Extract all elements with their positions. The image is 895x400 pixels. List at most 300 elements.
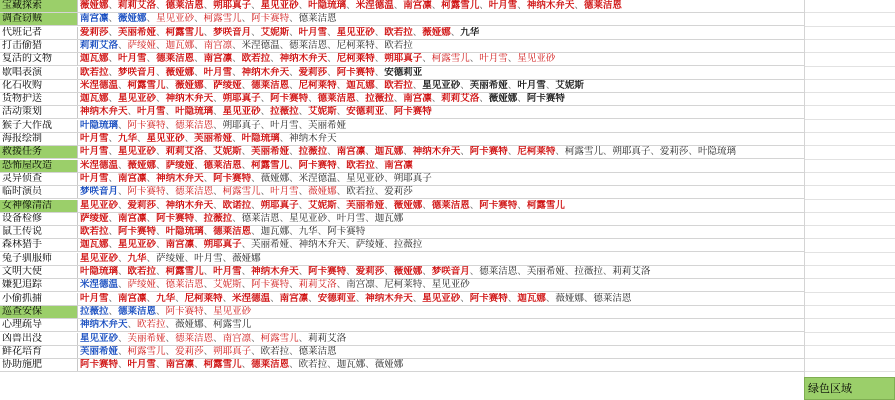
character-name: 尼柯莱特 [517,146,556,158]
task-name-cell[interactable]: 临时演员 [0,186,78,198]
name-separator: 、 [194,53,204,65]
task-name-cell[interactable]: 猴子大作战 [0,120,78,132]
gridline [805,238,895,239]
gridline [805,66,895,67]
name-separator: 、 [118,39,128,51]
character-list-cell[interactable] [78,160,804,172]
character-name: 德莱洁恩 [593,292,632,304]
character-name: 拉薇拉 [270,106,299,118]
gridline [805,159,895,160]
character-name: 德莱洁恩 [165,0,204,11]
character-name: 星见亚砂 [118,146,157,158]
character-list-cell[interactable] [78,253,804,265]
name-separator: 、 [289,226,299,238]
character-name: 星见亚砂 [260,0,299,11]
character-name: 芙丽希娅 [118,26,157,38]
character-name: 阿卡赛特 [479,199,518,211]
name-separator: 、 [165,79,176,91]
name-separator: 、 [251,226,261,238]
character-list-cell[interactable] [78,279,804,291]
character-name: 叶月雪 [80,146,109,158]
name-separator: 、 [355,292,366,304]
character-name: 芙丽希娅 [80,345,119,357]
name-separator: 、 [241,146,252,158]
name-separator: 、 [175,292,185,304]
table-row [0,333,804,346]
character-list-cell[interactable] [78,133,804,145]
name-separator: 、 [156,305,166,317]
character-name: 艾妮斯 [308,199,337,211]
character-name: 南宫凛 [165,359,195,371]
character-list-cell[interactable] [78,293,804,305]
character-name: 德莱洁恩 [118,305,157,317]
character-name: 星见亚砂 [213,305,252,317]
name-separator: 、 [118,79,128,91]
name-separator: 、 [165,106,176,118]
table-row [0,213,804,226]
name-separator: 、 [279,133,290,144]
task-name-cell[interactable]: 活动策划 [0,106,78,118]
character-list-cell[interactable] [78,27,804,39]
character-list-cell[interactable] [78,120,804,132]
task-name-cell[interactable]: 巡查安保 [0,306,78,318]
name-separator: 、 [108,226,119,238]
character-name: 朔耶真子 [222,93,261,105]
character-name: 柯露雪儿 [127,79,166,91]
gridline [805,318,895,319]
name-separator: 、 [374,53,385,65]
task-name-cell[interactable]: 救援任务 [0,146,78,158]
character-name: 迦瓦娜 [336,359,366,371]
character-name: 南宫凛 [118,212,147,224]
character-name: 神纳木弁天 [80,106,128,118]
character-list-cell[interactable] [78,93,804,105]
character-name: 爱莉莎 [355,266,385,277]
character-name: 莉莉艾洛 [118,0,157,11]
task-name-cell[interactable]: 代班记者 [0,27,78,39]
gridline [805,92,895,93]
name-separator: 、 [118,359,128,371]
name-separator: 、 [146,13,157,25]
table-row [0,106,804,119]
name-separator: 、 [146,172,157,184]
character-list-cell[interactable] [78,319,804,331]
name-separator: 、 [298,186,309,198]
name-separator: 、 [270,53,280,65]
name-separator: 、 [412,292,423,304]
task-name-cell[interactable]: 文明大使 [0,266,78,278]
name-separator: 、 [156,199,166,211]
task-name-cell[interactable]: 化石收购 [0,80,78,92]
task-name-cell[interactable]: 宝藏探索 [0,0,78,12]
table-row [0,0,804,13]
character-name: 萨绫娅 [156,252,185,264]
character-name: 爱莉莎 [298,66,328,78]
name-separator: 、 [108,146,119,158]
name-separator: 、 [156,239,166,251]
character-name: 阿卡赛特 [526,93,565,105]
name-separator: 、 [137,133,147,144]
character-name: 莉莉艾洛 [80,39,119,51]
character-list-cell[interactable] [78,53,804,65]
name-separator: 、 [118,266,128,277]
character-name: 柯露雪儿 [260,332,299,344]
name-separator: 、 [346,266,356,277]
character-name: 阿卡赛特 [270,93,309,105]
table-row [0,266,804,279]
name-separator: 、 [555,146,565,158]
character-list-cell[interactable] [78,13,804,25]
character-name: 南宫凛 [203,39,233,51]
name-separator: 、 [336,159,347,171]
task-name-cell[interactable]: 调查窃贼 [0,13,78,25]
name-separator: 、 [213,186,223,198]
name-separator: 、 [118,186,128,198]
character-name: 阿卡赛特 [156,212,195,224]
character-name: 阿卡赛特 [251,279,290,291]
character-name: 薇娅娜 [422,26,451,38]
character-name: 薇娅娜 [80,0,109,11]
name-separator: 、 [289,359,299,371]
name-separator: 、 [194,159,204,171]
gridline [805,26,895,27]
character-list-cell[interactable] [78,173,804,185]
character-list-cell[interactable] [78,266,804,278]
table-row [0,146,804,159]
character-name: 叶隐琉璃 [80,119,119,131]
name-separator: 、 [251,345,261,357]
character-name: 叶月雪 [127,359,157,371]
character-name: 芙丽希娅 [127,332,166,344]
character-name: 米涅德温 [80,79,119,91]
name-separator: 、 [507,292,518,304]
name-separator: 、 [393,93,404,105]
character-name: 神纳木弁天 [298,239,347,251]
character-name: 叶月雪 [270,186,299,198]
character-name: 迦瓦娜 [80,93,109,105]
name-separator: 、 [260,106,271,118]
name-separator: 、 [203,345,214,357]
name-separator: 、 [384,172,394,184]
character-name: 尼柯莱特 [184,292,223,304]
character-list-cell[interactable] [78,80,804,92]
character-name: 南宫凛 [384,159,413,171]
character-list-cell[interactable] [78,186,804,198]
table-row [0,293,804,306]
character-name: 星见亚砂 [146,133,185,144]
name-separator: 、 [108,172,119,184]
name-separator: 、 [327,146,337,158]
name-separator: 、 [279,212,290,224]
name-separator: 、 [298,106,309,118]
task-name-cell[interactable]: 设备检修 [0,213,78,225]
character-list-cell[interactable] [78,213,804,225]
character-name: 星见亚砂 [422,79,461,91]
task-name-cell[interactable]: 恐怖屋改造 [0,160,78,172]
gridline [805,185,895,186]
character-name: 柯露雪儿 [251,159,290,171]
character-name: 叶隐琉璃 [308,0,347,11]
character-name: 神纳木弁天 [365,292,413,304]
task-name-cell[interactable]: 心理疏导 [0,319,78,331]
character-name: 芙丽希娅 [194,133,233,144]
task-name-cell[interactable]: 兔子驯服师 [0,253,78,265]
character-list-cell[interactable] [78,333,804,345]
name-separator: 、 [365,359,375,371]
name-separator: 、 [165,186,176,198]
name-separator: 、 [146,252,157,264]
name-separator: 、 [317,226,328,238]
character-list-cell[interactable] [78,106,804,118]
name-separator: 、 [108,239,119,251]
name-separator: 、 [203,172,214,184]
character-name: 叶隐琉璃 [241,133,280,144]
character-name: 安德莉亚 [346,106,385,118]
gridline [805,12,895,13]
character-list-cell[interactable] [78,239,804,251]
name-separator: 、 [194,239,204,251]
name-separator: 、 [184,133,195,144]
name-separator: 、 [232,53,242,65]
name-separator: 、 [232,133,242,144]
character-name: 朔耶真子 [612,146,651,158]
character-name: 南宫凛 [336,146,366,158]
character-list-cell[interactable] [78,200,804,212]
character-name: 德莱洁恩 [431,199,470,211]
name-separator: 、 [118,159,128,171]
character-name: 欧若拉 [346,159,375,171]
name-separator: 、 [289,13,299,25]
character-name: 德莱洁恩 [241,212,280,224]
gridline [805,305,895,306]
character-list-cell[interactable] [78,40,804,52]
character-name: 艾妮斯 [260,26,290,38]
character-name: 神纳木弁天 [251,266,299,277]
legend-cell[interactable]: 绿色区域 [804,377,895,400]
table-row [0,67,804,80]
character-name: 叶隐琉璃 [80,266,119,277]
gridline [805,252,895,253]
gridline [805,132,895,133]
character-name: 薇娅娜 [488,93,518,105]
character-name: 星见亚砂 [517,53,556,65]
character-name: 阿卡赛特 [127,186,166,198]
name-separator: 、 [108,212,119,224]
character-name: 星见亚砂 [346,172,385,184]
character-name: 星见亚砂 [80,199,119,211]
character-name: 爱莉莎 [127,199,157,211]
name-separator: 、 [289,345,299,357]
name-separator: 、 [165,319,176,331]
task-name-cell[interactable]: 复活的文物 [0,53,78,65]
name-separator: 、 [564,266,575,277]
task-name-cell[interactable]: 凶兽出没 [0,333,78,345]
name-separator: 、 [412,26,423,38]
gridline [805,172,895,173]
name-separator: 、 [374,79,385,91]
name-separator: 、 [422,266,432,277]
character-name: 薇娅娜 [260,172,290,184]
name-separator: 、 [156,39,166,51]
name-separator: 、 [270,292,280,304]
name-separator: 、 [517,199,527,211]
name-separator: 、 [460,292,470,304]
name-separator: 、 [156,93,166,105]
name-separator: 、 [213,119,223,131]
table-row [0,186,804,199]
name-separator: 、 [289,159,299,171]
character-name: 叶月雪 [137,106,166,118]
task-name-cell[interactable]: 灵异侦查 [0,173,78,185]
name-separator: 、 [251,26,261,38]
task-name-cell[interactable]: 歇唱表演 [0,67,78,79]
character-list-cell[interactable] [78,306,804,318]
name-separator: 、 [384,199,394,211]
table-row [0,160,804,173]
character-name: 拉薇拉 [203,212,233,224]
table-row [0,13,804,26]
name-separator: 、 [422,53,432,65]
character-name: 星见亚砂 [118,239,157,251]
character-name: 阿卡赛特 [118,226,157,238]
character-name: 萨绫娅 [80,212,109,224]
character-name: 神纳木弁天 [165,93,214,105]
character-list-cell[interactable] [78,226,804,238]
character-name: 薇娅娜 [393,199,423,211]
character-name: 德莱洁恩 [203,159,242,171]
name-separator: 、 [203,279,214,291]
character-name: 米涅德温 [232,292,271,304]
character-name: 拉薇拉 [365,93,394,105]
task-name-cell[interactable]: 货物护送 [0,93,78,105]
character-name: 叶月雪 [118,53,147,65]
character-name: 神纳木弁天 [165,199,214,211]
name-separator: 、 [289,279,299,291]
name-separator: 、 [450,26,461,38]
character-name: 爱莉莎 [659,146,689,158]
character-name: 欧若拉 [260,345,290,357]
name-separator: 、 [127,319,138,331]
character-list-cell[interactable] [78,359,804,371]
name-separator: 、 [108,133,119,144]
task-name-cell[interactable]: 鼠王传说 [0,226,78,238]
character-name: 柯露雪儿 [127,345,166,357]
character-name: 神纳木弁天 [80,319,128,331]
task-name-cell[interactable]: 鲜花培育 [0,346,78,358]
task-name-cell[interactable]: 小偷抓捕 [0,293,78,305]
name-separator: 、 [574,0,584,11]
name-separator: 、 [203,0,214,11]
name-separator: 、 [118,345,128,357]
gridline [805,278,895,279]
character-name: 叶月雪 [336,212,366,224]
name-separator: 、 [602,146,613,158]
character-name: 南宫凛 [165,239,195,251]
task-name-cell[interactable]: 嫌犯追踪 [0,279,78,291]
character-name: 芙丽希娅 [308,119,347,131]
character-name: 叶隐琉璃 [165,226,204,238]
character-name: 阿卡赛特 [469,146,508,158]
character-name: 叶月雪 [270,119,299,131]
character-name: 柯露雪儿 [203,13,242,25]
character-name: 萨绫娅 [127,39,157,51]
character-list-cell[interactable] [78,146,804,158]
name-separator: 、 [194,359,204,371]
name-separator: 、 [374,39,385,51]
name-separator: 、 [327,53,337,65]
task-name-cell[interactable]: 打击偷猎 [0,40,78,52]
name-separator: 、 [146,53,157,65]
name-separator: 、 [118,252,128,264]
gridline [805,358,895,359]
name-separator: 、 [156,359,166,371]
character-name: 柯露雪儿 [165,26,204,38]
name-separator: 、 [469,53,480,65]
character-name: 迦瓦娜 [80,53,109,65]
gridline [805,39,895,40]
character-name: 德莱洁恩 [298,13,337,25]
character-name: 米涅德温 [355,0,394,11]
task-name-cell[interactable]: 海报绘制 [0,133,78,145]
name-separator: 、 [108,26,119,38]
character-list-cell[interactable] [78,67,804,79]
name-separator: 、 [384,266,394,277]
name-separator: 、 [213,106,223,118]
character-name: 芙丽希娅 [526,266,565,277]
name-separator: 、 [260,119,271,131]
name-separator: 、 [374,279,385,291]
name-separator: 、 [507,79,518,91]
character-name: 朔耶真子 [213,0,252,11]
character-name: 柯露雪儿 [564,146,603,158]
name-separator: 、 [279,39,290,51]
character-name: 阿卡赛特 [298,159,337,171]
table-row [0,120,804,133]
name-separator: 、 [336,79,347,91]
character-name: 南宫凛 [403,0,432,11]
character-name: 梦咲音月 [213,26,252,38]
name-separator: 、 [412,79,423,91]
name-separator: 、 [327,26,337,38]
character-name: 米涅德温 [80,279,119,291]
name-separator: 、 [241,159,252,171]
name-separator: 、 [118,279,128,291]
character-name: 柯露雪儿 [431,53,470,65]
character-name: 德莱洁恩 [289,39,328,51]
task-name-cell[interactable]: 协助施肥 [0,359,78,371]
character-list-cell[interactable] [78,0,804,12]
character-name: 艾妮斯 [308,106,337,118]
empty-column-area [804,0,895,377]
name-separator: 、 [298,119,309,131]
character-name: 神纳木弁天 [412,146,461,158]
name-separator: 、 [688,146,698,158]
name-separator: 、 [108,0,119,11]
task-name-cell[interactable]: 女神像清洁 [0,200,78,212]
character-name: 叶月雪 [194,252,223,264]
task-name-cell[interactable]: 森林猎手 [0,239,78,251]
character-name: 神纳木弁天 [526,0,575,11]
name-separator: 、 [194,39,204,51]
character-name: 朔耶真子 [260,199,299,211]
character-name: 薇娅娜 [175,319,204,331]
character-name: 萨绫娅 [165,159,195,171]
name-separator: 、 [251,199,261,211]
name-separator: 、 [222,292,233,304]
character-list-cell[interactable] [78,346,804,358]
character-name: 爱莉莎 [80,26,109,38]
character-name: 南宫凛 [203,53,233,65]
